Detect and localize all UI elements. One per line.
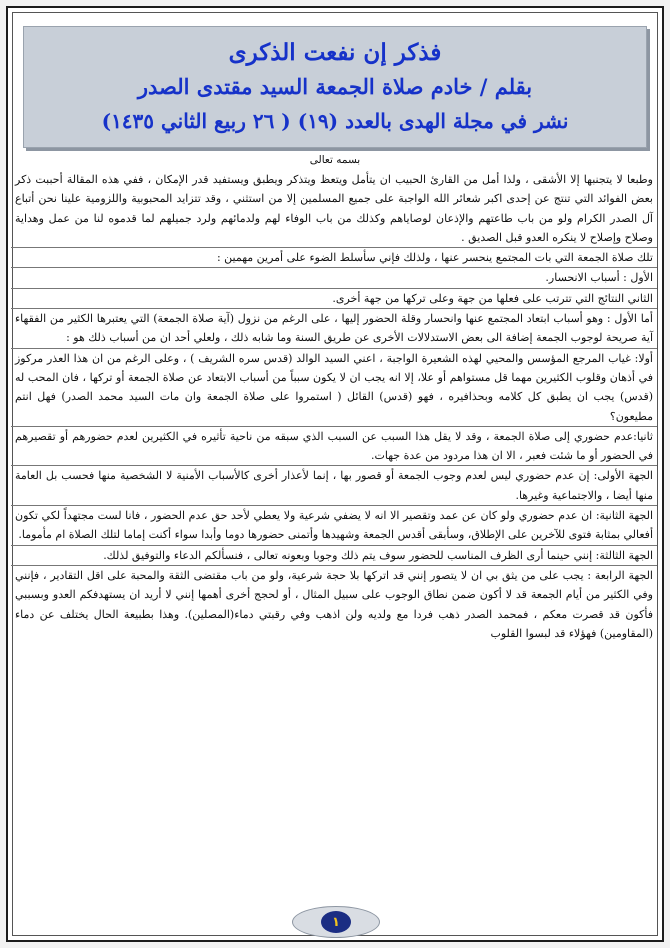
publication-line: نشر في مجلة الهدى بالعدد (١٩) ( ٢٦ ربيع الثاني ١٤٣٥) <box>101 109 569 133</box>
paragraph-aspect-two: الجهة الثانية: ان عدم حضوري ولو كان عن عمد وتقصير الا انه لا يضفي شرعية ولا يعطي لأحد حق عدم الحضور ، فانا لست مجتهداً لكي تكون أفعالي بمثابة فتوى للآخرين على الإطلاق، وسأبقى أقدس الجمعة وشهيدها وأتمنى حضورها دوما وأبدا سواء أكنت إماما لتلك الصلاة ام مأموما. <box>11 506 657 546</box>
article-body <box>11 170 657 880</box>
paragraph-second-point: الثاني النتائج التي تترتب على فعلها من جهة وعلى تركها من جهة أخرى. <box>11 289 657 309</box>
title-banner <box>23 26 647 148</box>
paragraph-aspect-three: الجهة الثالثة: إنني حينما أرى الظرف المناسب للحضور سوف يتم ذلك وجوبا وبعونه تعالى ، فنسألكم الدعاء والتوفيق لذلك. <box>11 546 657 566</box>
author-line: بقلم / خادم صلاة الجمعة السيد مقتدى الصدر <box>137 74 533 99</box>
paragraph-first-reason: أولا: غياب المرجع المؤسس والمحيي لهذه الشعيرة الواجبة ، اعني السيد الوالد (قدس سره الشريف ) ، وعلى الرغم من ان هذا العذر مركوز في أذهان وقلوب الكثيرين مهما قل مستواهم أو علا، إلا انه يجب ان لا يكون سبباً من أسباب الابتعاد عن صلاة الجمعة أو تركها ، فان المحب له (قدس) يجب ان يطبق كل كلامه وبحذافيره ، فهو (قدس) القائل ( استمروا على صلاة الجمعة وان مات السيد محمد الصدر) فهل انتم مطيعون؟ <box>11 349 657 427</box>
paragraph-topic: تلك صلاة الجمعة التي بات المجتمع ينحسر عنها ، ولذلك فإني سأسلط الضوء على أمرين مهمين : <box>11 248 657 268</box>
paragraph-aspect-one: الجهة الأولى: إن عدم حضوري ليس لعدم وجوب الجمعة أو قصور بها ، إنما لأعذار أخرى كالأسباب الأمنية لا الشخصية منها فحسب بل العامة منها أيضا ، والاجتماعية وغيرها. <box>11 466 657 506</box>
bismillah: بسمه تعالى <box>309 154 361 166</box>
page-number: ١ <box>321 911 351 933</box>
paragraph-intro: وطبعا لا يتجنبها إلا الأشقى ، ولذا أمل من القارئ الحبيب ان يتأمل ويتعظ ويتذكر ويطبق ويستفيد قدر الإمكان ، ففي هذه المقالة أحببت ذكر بعض الفوائد التي تنتج عن إحدى اكبر شعائر الله الواجبة على جميع المسلمين إلا من استثني ، وقد تتزايد المحبوبية واللزومية علينا نحن أتباع آل الصدر الكرام ولو من باب طاعتهم والإذعان لوصاياهم وكذلك من باب الوفاء لهم ولدمائهم ولرد جميلهم لما قدموه لنا من عمل وهداية وصلاح وإصلاح لا ينكره العدو قبل الصديق . <box>11 170 657 248</box>
paragraph-causes: أما الأول : وهو أسباب ابتعاد المجتمع عنها وانحسار وقلة الحضور إليها ، على الرغم من نزول (آية صلاة الجمعة) التي يعتبرها الكثير من الفقهاء آية صريحة لوجوب الجمعة إضافة الى بعض الاستدلالات الأخرى عن طريق السنة وما شابه ذلك ، ولعلي أحد ان من أسباب ذلك هو : <box>11 309 657 349</box>
paragraph-first-point: الأول : أسباب الانحسار. <box>11 268 657 288</box>
article-title: فذكر إن نفعت الذكرى <box>228 39 442 66</box>
page-number-badge <box>292 906 380 938</box>
paragraph-aspect-four: الجهة الرابعة : يجب على من يثق بي ان لا يتصور إنني قد اتركها بلا حجة شرعية، ولو من باب مقتضى الثقة والمحبة على اقل التقادير ، فإنني وفي الكثير من أيام الجمعة قد لا أكون ضمن نطاق الوجوب على سبيل المثال ، أو لحجج أخرى أهمها إنني لا أريد ان يستهدفكم العدو وبسببي فأكون قد قصرت معكم ، فمحمد الصدر ذهب فردا مع ولديه ولن اذهب وفي رقبتي دماء(المصلين). وهذا بطبيعة الحال يختلف عن دماء (المقاومين) فهؤلاء قد لبسوا القلوب <box>15 568 653 640</box>
paragraph-second-reason: ثانيا:عدم حضوري إلى صلاة الجمعة ، وقد لا يقل هذا السبب عن السبب الذي سبقه من ناحية تأثيره في الكثيرين لعدم حضورهم أو تقصيرهم في الحضور أو ما شئت فعبر ، الا ان هذا مردود من عدة جهات. <box>11 427 657 467</box>
